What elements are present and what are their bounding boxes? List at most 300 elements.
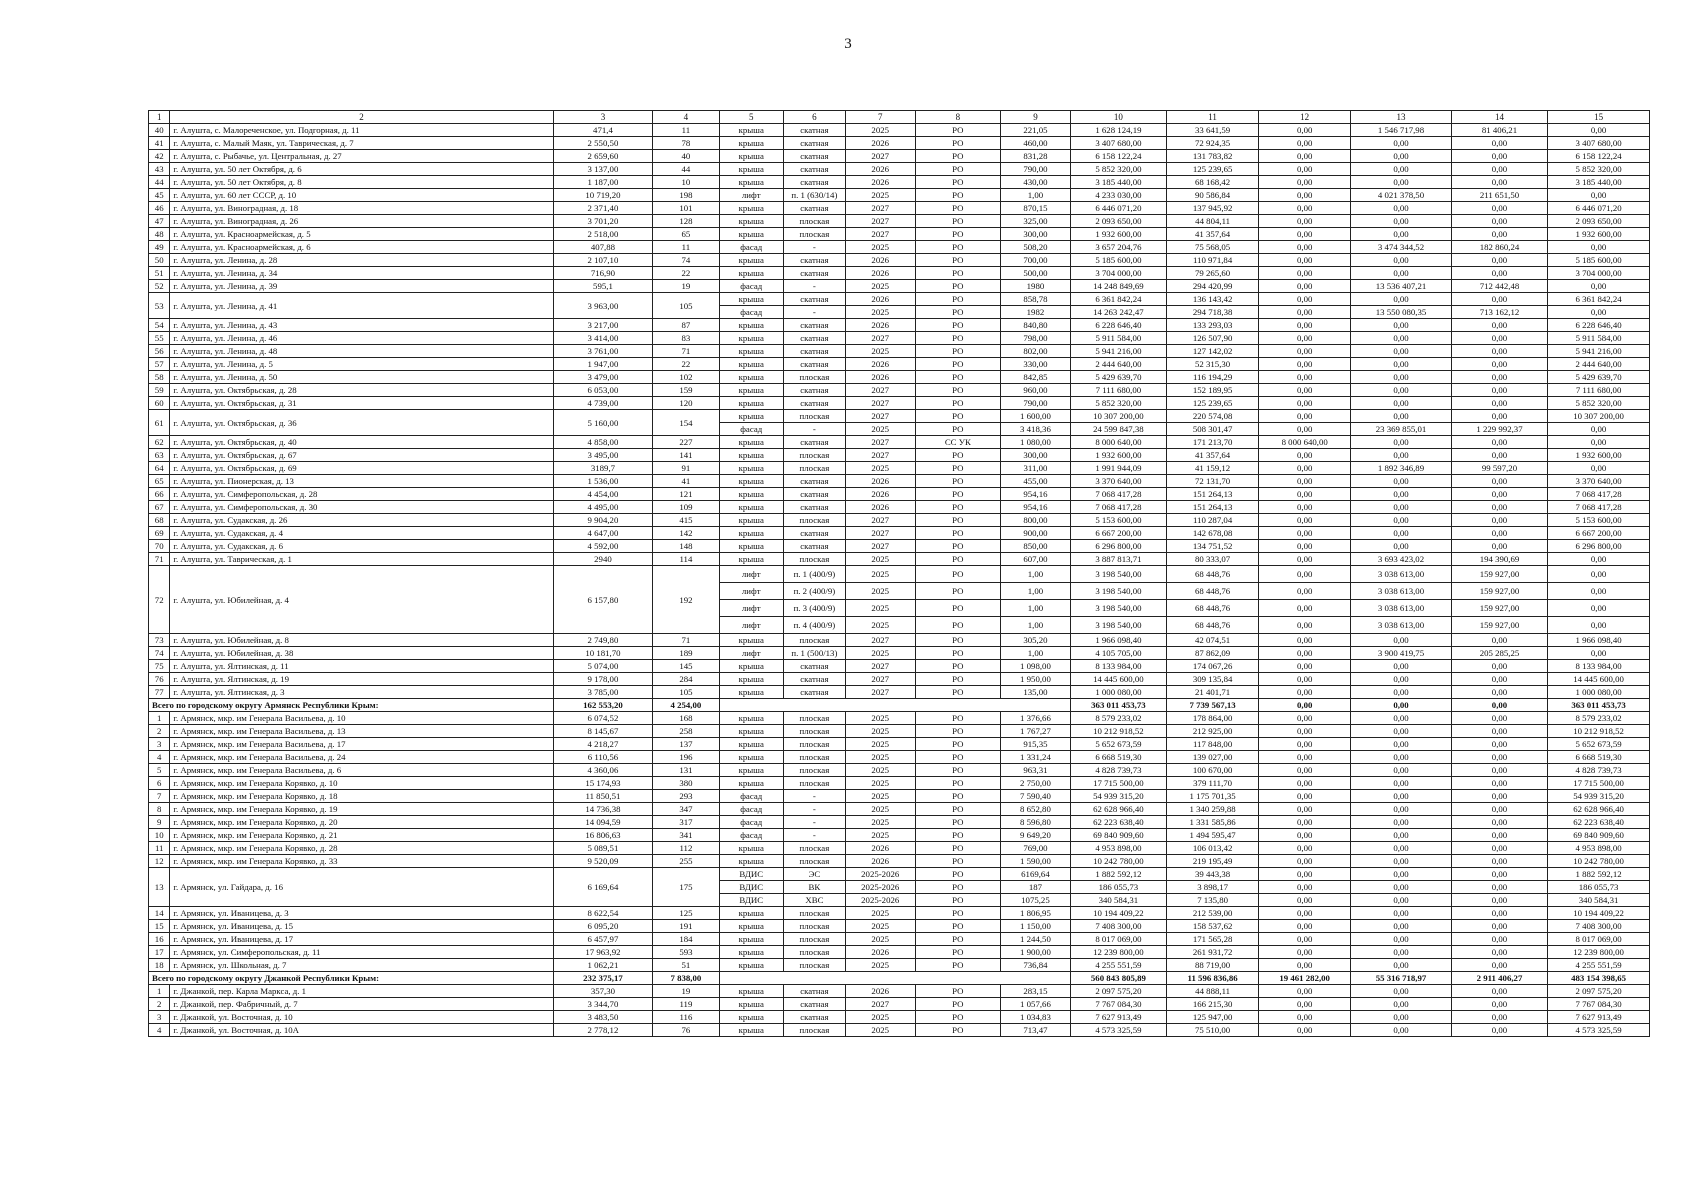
column-header: 8: [915, 111, 1001, 124]
table-cell: 769,00: [1001, 842, 1071, 855]
table-cell: 483 154 398,65: [1548, 972, 1650, 985]
table-cell: 0,00: [1548, 280, 1650, 293]
table-cell: -: [783, 816, 845, 829]
table-cell: 14 263 242,47: [1070, 306, 1166, 319]
table-cell: крыша: [719, 215, 783, 228]
table-cell: крыша: [719, 985, 783, 998]
table-cell: 0,00: [1259, 946, 1351, 959]
table-row: [149, 228, 1650, 241]
address-cell: г. Армянск, мкр. им Генерала Корявко, д. 19: [170, 803, 553, 816]
table-cell: 2025: [845, 790, 915, 803]
table-cell: 2025: [845, 933, 915, 946]
table-cell: 4 573 325,59: [1070, 1024, 1166, 1037]
table-cell: крыша: [719, 751, 783, 764]
table-cell: 713 162,12: [1451, 306, 1547, 319]
table-cell: 57: [149, 358, 170, 371]
table-cell: 137: [653, 738, 719, 751]
table-cell: 3 693 423,02: [1351, 553, 1452, 566]
table-cell: 75 568,05: [1167, 241, 1259, 254]
table-cell: 141: [653, 449, 719, 462]
table-cell: крыша: [719, 332, 783, 345]
table-row: [149, 384, 1650, 397]
table-cell: 7 111 680,00: [1070, 384, 1166, 397]
table-cell: 166 215,30: [1167, 998, 1259, 1011]
table-cell: плоская: [783, 462, 845, 475]
table-cell: 4 254,00: [653, 699, 719, 712]
table-cell: 4 573 325,59: [1548, 1024, 1650, 1037]
table-cell: 1 966 098,40: [1070, 634, 1166, 647]
table-cell: 8 596,80: [1001, 816, 1071, 829]
table-cell: 196: [653, 751, 719, 764]
table-cell: 0,00: [1351, 540, 1452, 553]
table-cell: 1,00: [1001, 647, 1071, 660]
table-cell: 41: [653, 475, 719, 488]
table-cell: фасад: [719, 829, 783, 842]
table-cell: 2026: [845, 293, 915, 306]
table-cell: РО: [915, 842, 1001, 855]
table-cell: 0,00: [1351, 842, 1452, 855]
table-cell: 2 097 575,20: [1548, 985, 1650, 998]
table-row: [149, 514, 1650, 527]
table-cell: 105: [653, 686, 719, 699]
table-cell: 17: [149, 946, 170, 959]
address-cell: г. Алушта, ул. Судакская, д. 4: [170, 527, 553, 540]
table-cell: 3 495,00: [553, 449, 653, 462]
table-cell: 10 194 409,22: [1548, 907, 1650, 920]
table-cell: 6 169,64: [553, 868, 653, 907]
table-cell: 62 223 638,40: [1548, 816, 1650, 829]
table-cell: 0,00: [1451, 634, 1547, 647]
table-cell: фасад: [719, 280, 783, 293]
table-cell: скатная: [783, 686, 845, 699]
table-cell: 4: [149, 1024, 170, 1037]
table-cell: 7 408 300,00: [1548, 920, 1650, 933]
table-cell: плоская: [783, 410, 845, 423]
table-cell: 5 852 320,00: [1070, 163, 1166, 176]
table-cell: 0,00: [1351, 933, 1452, 946]
table-row: [149, 254, 1650, 267]
table-cell: РО: [915, 215, 1001, 228]
table-cell: 135,00: [1001, 686, 1071, 699]
table-cell: 0,00: [1259, 907, 1351, 920]
address-cell: г. Армянск, мкр. им Генерала Васильева, д. 6: [170, 764, 553, 777]
table-cell: фасад: [719, 803, 783, 816]
table-cell: 0,00: [1259, 189, 1351, 202]
table-cell: 0,00: [1451, 514, 1547, 527]
table-cell: 2025: [845, 462, 915, 475]
table-cell: 2025: [845, 423, 915, 436]
table-cell: 42 074,51: [1167, 634, 1259, 647]
table-cell: 152 189,95: [1167, 384, 1259, 397]
table-cell: 0,00: [1259, 634, 1351, 647]
table-cell: РО: [915, 660, 1001, 673]
table-cell: крыша: [719, 267, 783, 280]
table-cell: 1 331,24: [1001, 751, 1071, 764]
table-cell: 3 185 440,00: [1548, 176, 1650, 189]
table-cell: 126 507,90: [1167, 332, 1259, 345]
table-cell: РО: [915, 137, 1001, 150]
table-cell: крыша: [719, 1011, 783, 1024]
table-row: [149, 449, 1650, 462]
table-cell: фасад: [719, 306, 783, 319]
table-cell: 8 579 233,02: [1070, 712, 1166, 725]
address-cell: г. Алушта, с. Рыбачье, ул. Центральная, д. 27: [170, 150, 553, 163]
table-cell: 68 448,76: [1167, 566, 1259, 583]
table-cell: 192: [653, 566, 719, 634]
table-cell: 189: [653, 647, 719, 660]
table-cell: крыша: [719, 855, 783, 868]
table-row: [149, 738, 1650, 751]
table-cell: 6 157,80: [553, 566, 653, 634]
table-cell: 6169,64: [1001, 868, 1071, 881]
table-cell: 0,00: [1259, 527, 1351, 540]
table-cell: 1 806,95: [1001, 907, 1071, 920]
table-cell: 0,00: [1259, 449, 1351, 462]
table-row: [149, 137, 1650, 150]
table-cell: 3 704 000,00: [1548, 267, 1650, 280]
table-cell: крыша: [719, 553, 783, 566]
table-cell: 0,00: [1451, 894, 1547, 907]
address-cell: г. Армянск, мкр. им Генерала Корявко, д. 33: [170, 855, 553, 868]
table-cell: ВДИС: [719, 881, 783, 894]
table-cell: 133 293,03: [1167, 319, 1259, 332]
table-cell: -: [783, 790, 845, 803]
table-cell: 798,00: [1001, 332, 1071, 345]
table-cell: РО: [915, 907, 1001, 920]
table-cell: скатная: [783, 501, 845, 514]
table-cell: 10 242 780,00: [1070, 855, 1166, 868]
table-cell: РО: [915, 280, 1001, 293]
table-cell: 0,00: [1259, 894, 1351, 907]
table-cell: 11: [653, 241, 719, 254]
table-cell: 0,00: [1451, 686, 1547, 699]
table-cell: 116: [653, 1011, 719, 1024]
table-cell: 430,00: [1001, 176, 1071, 189]
table-cell: 72 924,35: [1167, 137, 1259, 150]
table-cell: скатная: [783, 254, 845, 267]
table-cell: 2026: [845, 267, 915, 280]
table-cell: 0,00: [1259, 566, 1351, 583]
table-cell: 0,00: [1548, 566, 1650, 583]
table-cell: 23 369 855,01: [1351, 423, 1452, 436]
table-cell: 0,00: [1351, 137, 1452, 150]
table-cell: 2 778,12: [553, 1024, 653, 1037]
table-cell: 954,16: [1001, 501, 1071, 514]
document-table-wrapper: [148, 110, 1650, 1037]
table-cell: 2025: [845, 617, 915, 634]
table-cell: 0,00: [1351, 293, 1452, 306]
table-cell: 0,00: [1351, 959, 1452, 972]
table-cell: крыша: [719, 540, 783, 553]
table-cell: 2026: [845, 842, 915, 855]
table-cell: 3 898,17: [1167, 881, 1259, 894]
table-cell: 0,00: [1259, 163, 1351, 176]
table-cell: 2026: [845, 137, 915, 150]
table-cell: 3 963,00: [553, 293, 653, 319]
table-cell: 7 627 913,49: [1548, 1011, 1650, 1024]
table-cell: 60: [149, 397, 170, 410]
table-cell: 2940: [553, 553, 653, 566]
table-cell: крыша: [719, 777, 783, 790]
table-cell: 357,30: [553, 985, 653, 998]
table-cell: 54 939 315,20: [1548, 790, 1650, 803]
table-cell: скатная: [783, 137, 845, 150]
table-cell: 5 153 600,00: [1070, 514, 1166, 527]
table-cell: 13: [149, 868, 170, 907]
table-cell: 11: [149, 842, 170, 855]
table-cell: 4 647,00: [553, 527, 653, 540]
table-cell: лифт: [719, 189, 783, 202]
address-cell: г. Алушта, ул. Ленина, д. 28: [170, 254, 553, 267]
table-cell: 3 479,00: [553, 371, 653, 384]
table-cell: 12 239 800,00: [1070, 946, 1166, 959]
address-cell: г. Армянск, ул. Гайдара, д. 16: [170, 868, 553, 907]
table-cell: 0,00: [1351, 907, 1452, 920]
table-cell: 220 574,08: [1167, 410, 1259, 423]
table-cell: 6 446 071,20: [1070, 202, 1166, 215]
table-cell: 109: [653, 501, 719, 514]
table-cell: 6 158 122,24: [1070, 150, 1166, 163]
table-cell: 6 667 200,00: [1548, 527, 1650, 540]
table-cell: 2026: [845, 475, 915, 488]
table-cell: 44: [653, 163, 719, 176]
table-cell: 0,00: [1548, 617, 1650, 634]
table-cell: 8 017 069,00: [1548, 933, 1650, 946]
table-cell: 0,00: [1351, 202, 1452, 215]
table-cell: 1 947,00: [553, 358, 653, 371]
table-cell: 3 185 440,00: [1070, 176, 1166, 189]
table-cell: РО: [915, 998, 1001, 1011]
table-cell: крыша: [719, 319, 783, 332]
table-cell: РО: [915, 686, 1001, 699]
table-cell: 0,00: [1451, 449, 1547, 462]
table-cell: 2025-2026: [845, 868, 915, 881]
table-cell: 3 198 540,00: [1070, 583, 1166, 600]
table-cell: РО: [915, 345, 1001, 358]
table-cell: 71: [149, 553, 170, 566]
table-cell: фасад: [719, 790, 783, 803]
table-cell: 2 371,40: [553, 202, 653, 215]
table-cell: 0,00: [1548, 553, 1650, 566]
table-row: [149, 647, 1650, 660]
table-cell: 3 701,20: [553, 215, 653, 228]
table-cell: РО: [915, 946, 1001, 959]
table-cell: 1 080,00: [1001, 436, 1071, 449]
table-cell: 112: [653, 842, 719, 855]
table-cell: 7 068 417,28: [1548, 501, 1650, 514]
table-cell: 0,00: [1548, 124, 1650, 137]
table-cell: 1 229 992,37: [1451, 423, 1547, 436]
address-cell: г. Армянск, ул. Иваницева, д. 15: [170, 920, 553, 933]
table-cell: 700,00: [1001, 254, 1071, 267]
table-cell: 5 185 600,00: [1548, 254, 1650, 267]
table-cell: 83: [653, 332, 719, 345]
table-cell: 42: [149, 150, 170, 163]
table-cell: РО: [915, 319, 1001, 332]
table-cell: 5 941 216,00: [1548, 345, 1650, 358]
table-cell: 560 843 805,89: [1070, 972, 1166, 985]
table-cell: 8 622,54: [553, 907, 653, 920]
table-cell: РО: [915, 600, 1001, 617]
table-cell: 7 739 567,13: [1167, 699, 1259, 712]
table-cell: 2026: [845, 946, 915, 959]
address-cell: г. Алушта, ул. Ялтинская, д. 11: [170, 660, 553, 673]
table-cell: 0,00: [1451, 985, 1547, 998]
table-cell: 2027: [845, 527, 915, 540]
table-cell: 0,00: [1259, 1024, 1351, 1037]
table-cell: 4 454,00: [553, 488, 653, 501]
table-cell: 131: [653, 764, 719, 777]
table-cell: 0,00: [1548, 241, 1650, 254]
table-cell: 17 715 500,00: [1070, 777, 1166, 790]
table-cell: 106 013,42: [1167, 842, 1259, 855]
table-cell: 6: [149, 777, 170, 790]
table-cell: 2026: [845, 985, 915, 998]
table-cell: 6 053,00: [553, 384, 653, 397]
table-cell: 3 418,36: [1001, 423, 1071, 436]
table-cell: 4 255 551,59: [1548, 959, 1650, 972]
table-cell: 0,00: [1259, 319, 1351, 332]
table-cell: 74: [653, 254, 719, 267]
table-cell: 11: [653, 124, 719, 137]
table-cell: 1 900,00: [1001, 946, 1071, 959]
table-cell: 0,00: [1259, 488, 1351, 501]
table-cell: крыша: [719, 137, 783, 150]
table-cell: 3 198 540,00: [1070, 600, 1166, 617]
table-cell: 101: [653, 202, 719, 215]
table-cell: 21 401,71: [1167, 686, 1259, 699]
table-cell: скатная: [783, 475, 845, 488]
table-cell: 13 550 080,35: [1351, 306, 1452, 319]
table-cell: 0,00: [1451, 540, 1547, 553]
table-cell: РО: [915, 816, 1001, 829]
table-cell: 3 198 540,00: [1070, 566, 1166, 583]
table-cell: 6 668 519,30: [1070, 751, 1166, 764]
table-cell: 1 600,00: [1001, 410, 1071, 423]
table-cell: 8 145,67: [553, 725, 653, 738]
address-cell: г. Армянск, мкр. им Генерала Корявко, д. 21: [170, 829, 553, 842]
table-cell: -: [783, 829, 845, 842]
table-cell: 6 668 519,30: [1548, 751, 1650, 764]
table-cell: 0,00: [1259, 617, 1351, 634]
column-header: 4: [653, 111, 719, 124]
table-cell: 0,00: [1259, 176, 1351, 189]
table-cell: 49: [149, 241, 170, 254]
table-row: [149, 933, 1650, 946]
table-cell: 0,00: [1259, 959, 1351, 972]
table-cell: ЭС: [783, 868, 845, 881]
table-row: [149, 267, 1650, 280]
table-cell: 0,00: [1351, 150, 1452, 163]
table-cell: 415: [653, 514, 719, 527]
address-cell: г. Армянск, мкр. им Генерала Васильева, д. 13: [170, 725, 553, 738]
table-cell: плоская: [783, 1024, 845, 1037]
table-cell: 68 168,42: [1167, 176, 1259, 189]
table-cell: 0,00: [1451, 488, 1547, 501]
table-cell: 0,00: [1451, 842, 1547, 855]
table-cell: 1,00: [1001, 189, 1071, 202]
table-cell: 41 357,64: [1167, 228, 1259, 241]
table-cell: 0,00: [1451, 410, 1547, 423]
table-cell: 0,00: [1259, 397, 1351, 410]
table-cell: 2025: [845, 566, 915, 583]
table-cell: 1 932 600,00: [1548, 228, 1650, 241]
table-cell: [719, 972, 1070, 985]
column-header: 14: [1451, 111, 1547, 124]
table-cell: 0,00: [1351, 894, 1452, 907]
table-cell: 2025: [845, 1011, 915, 1024]
table-cell: п. 1 (500/13): [783, 647, 845, 660]
table-cell: 182 860,24: [1451, 241, 1547, 254]
address-cell: г. Алушта, ул. Красноармейская, д. 5: [170, 228, 553, 241]
table-cell: 2027: [845, 410, 915, 423]
table-cell: 2025: [845, 816, 915, 829]
address-cell: г. Алушта, с. Малореченское, ул. Подгорная, д. 11: [170, 124, 553, 137]
table-cell: 44 804,11: [1167, 215, 1259, 228]
table-cell: 175: [653, 868, 719, 907]
table-cell: 593: [653, 946, 719, 959]
table-cell: 736,84: [1001, 959, 1071, 972]
table-cell: 2025: [845, 600, 915, 617]
table-cell: 317: [653, 816, 719, 829]
table-cell: 3 038 613,00: [1351, 566, 1452, 583]
table-cell: 151 264,13: [1167, 501, 1259, 514]
table-cell: 65: [653, 228, 719, 241]
table-cell: 18: [149, 959, 170, 972]
table-cell: 0,00: [1259, 462, 1351, 475]
table-cell: 117 848,00: [1167, 738, 1259, 751]
table-cell: 3 900 419,75: [1351, 647, 1452, 660]
table-cell: РО: [915, 673, 1001, 686]
table-cell: 2 659,60: [553, 150, 653, 163]
table-cell: 0,00: [1351, 501, 1452, 514]
table-cell: крыша: [719, 933, 783, 946]
table-cell: 340 584,31: [1548, 894, 1650, 907]
table-cell: 0,00: [1451, 501, 1547, 514]
table-cell: 69: [149, 527, 170, 540]
table-cell: лифт: [719, 566, 783, 583]
table-cell: 114: [653, 553, 719, 566]
table-cell: 10 242 780,00: [1548, 855, 1650, 868]
table-cell: крыша: [719, 449, 783, 462]
table-row: [149, 634, 1650, 647]
table-cell: 0,00: [1451, 738, 1547, 751]
table-row: [149, 842, 1650, 855]
table-row: [149, 660, 1650, 673]
table-cell: 3 785,00: [553, 686, 653, 699]
table-cell: 5 074,00: [553, 660, 653, 673]
table-cell: 77: [149, 686, 170, 699]
table-cell: лифт: [719, 617, 783, 634]
table-cell: 0,00: [1259, 540, 1351, 553]
table-cell: 1 536,00: [553, 475, 653, 488]
table-cell: 1 546 717,98: [1351, 124, 1452, 137]
table-cell: 2025: [845, 280, 915, 293]
table-cell: 14: [149, 907, 170, 920]
table-cell: крыша: [719, 686, 783, 699]
table-cell: 6 296 800,00: [1548, 540, 1650, 553]
table-cell: 0,00: [1351, 738, 1452, 751]
table-cell: 7: [149, 790, 170, 803]
table-cell: 75 510,00: [1167, 1024, 1259, 1037]
table-cell: РО: [915, 881, 1001, 894]
address-cell: г. Алушта, ул. Ленина, д. 41: [170, 293, 553, 319]
table-cell: 0,00: [1259, 803, 1351, 816]
table-cell: 1 175 701,35: [1167, 790, 1259, 803]
table-cell: крыша: [719, 842, 783, 855]
table-cell: 52: [149, 280, 170, 293]
table-cell: 40: [149, 124, 170, 137]
